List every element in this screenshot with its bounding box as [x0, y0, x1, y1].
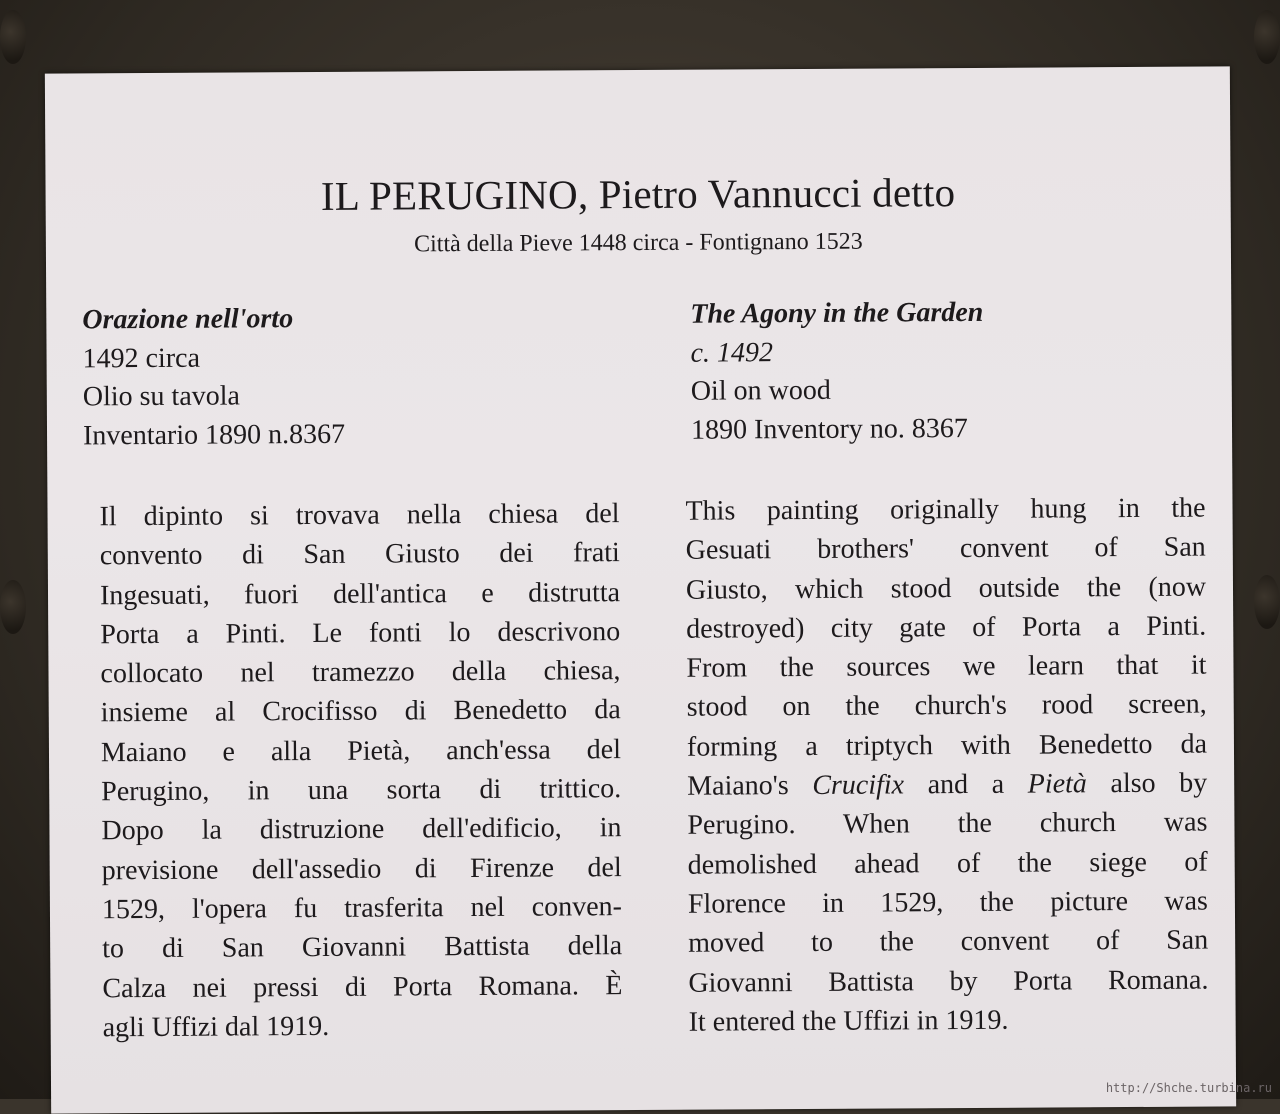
- english-medium: Oil on wood: [690, 374, 831, 407]
- english-body-line: stood on the church's rood screen,: [686, 689, 1207, 724]
- watermark: http://Shche.turbina.ru: [1105, 1081, 1272, 1095]
- artist-title: IL PERUGINO, Pietro Vannucci detto: [320, 169, 956, 219]
- english-work-title: The Agony in the Garden: [690, 296, 984, 330]
- artist-dates: Città della Pieve 1448 circa - Fontignano 1523: [414, 228, 863, 258]
- english-body-line: Maiano's Crucifix and a Pietà also by: [687, 767, 1208, 802]
- english-date-value: c. 1492: [690, 336, 774, 369]
- english-body-line: This painting originally hung in the: [685, 492, 1206, 527]
- english-body-line: Giovanni Battista by Porta Romana.: [688, 964, 1209, 999]
- english-body-line: From the sources we learn that it: [686, 649, 1207, 684]
- italian-body-line: Dopo la distruzione dell'edificio, in: [101, 812, 622, 847]
- italian-body-line: to di San Giovanni Battista della: [102, 930, 623, 965]
- italian-date: 1492 circa: [82, 342, 201, 374]
- italian-work-title: Orazione nell'orto: [82, 303, 294, 336]
- english-metadata: [690, 292, 1231, 449]
- english-body-line: forming a triptych with Benedetto da: [686, 728, 1208, 763]
- english-description: [685, 489, 1208, 1042]
- frame-screw: [0, 10, 26, 64]
- italian-body-line: Ingesuati, fuori dell'antica e distrutta: [99, 576, 621, 611]
- italian-body-line: Maiano e alla Pietà, anch'essa del: [100, 733, 622, 769]
- english-body-line: It entered the Uffizi in 1919.: [688, 1004, 1009, 1038]
- museum-label-card: [45, 66, 1236, 1113]
- frame-screw: [1254, 10, 1280, 64]
- english-body-line: destroyed) city gate of Porta a Pinti.: [686, 610, 1207, 645]
- italian-body-line: Perugino, in una sorta di trittico.: [101, 773, 622, 808]
- italian-body-line: insieme al Crocifisso di Benedetto da: [100, 694, 621, 729]
- italian-body-line: Calza nei pressi di Porta Romana. È: [102, 969, 623, 1004]
- english-body-line: Florence in 1529, the picture was: [687, 885, 1209, 920]
- english-inventory: 1890 Inventory no. 8367: [690, 412, 968, 446]
- italian-body-line: agli Uffizi dal 1919.: [102, 1010, 330, 1044]
- english-body-line: Gesuati brothers' convent of San: [685, 531, 1206, 567]
- english-body-line: Perugino. When the church was: [687, 806, 1208, 842]
- italian-description: [99, 494, 622, 1047]
- frame-screw: [1254, 575, 1280, 629]
- english-date: [690, 331, 1230, 373]
- frame-screw: [0, 580, 26, 634]
- italian-body-line: Porta a Pinti. Le fonti lo descrivono: [100, 616, 621, 651]
- italian-body-line: convento di San Giusto dei frati: [99, 537, 620, 572]
- italian-body-line: collocato nel tramezzo della chiesa,: [100, 655, 621, 690]
- english-body-line: Giusto, which stood outside the (now: [685, 571, 1207, 606]
- italian-medium: Olio su tavola: [82, 380, 240, 413]
- italian-body-line: 1529, l'opera fu trasferita nel conven-: [101, 891, 623, 926]
- english-body-line: moved to the convent of San: [688, 924, 1209, 959]
- english-body-line: demolished ahead of the siege of: [687, 846, 1208, 881]
- italian-metadata: [82, 298, 623, 455]
- italian-inventory: Inventario 1890 n.8367: [82, 418, 346, 451]
- italian-body-line: previsione dell'assedio di Firenze del: [101, 851, 622, 886]
- italian-body-line: Il dipinto si trovava nella chiesa del: [99, 498, 620, 533]
